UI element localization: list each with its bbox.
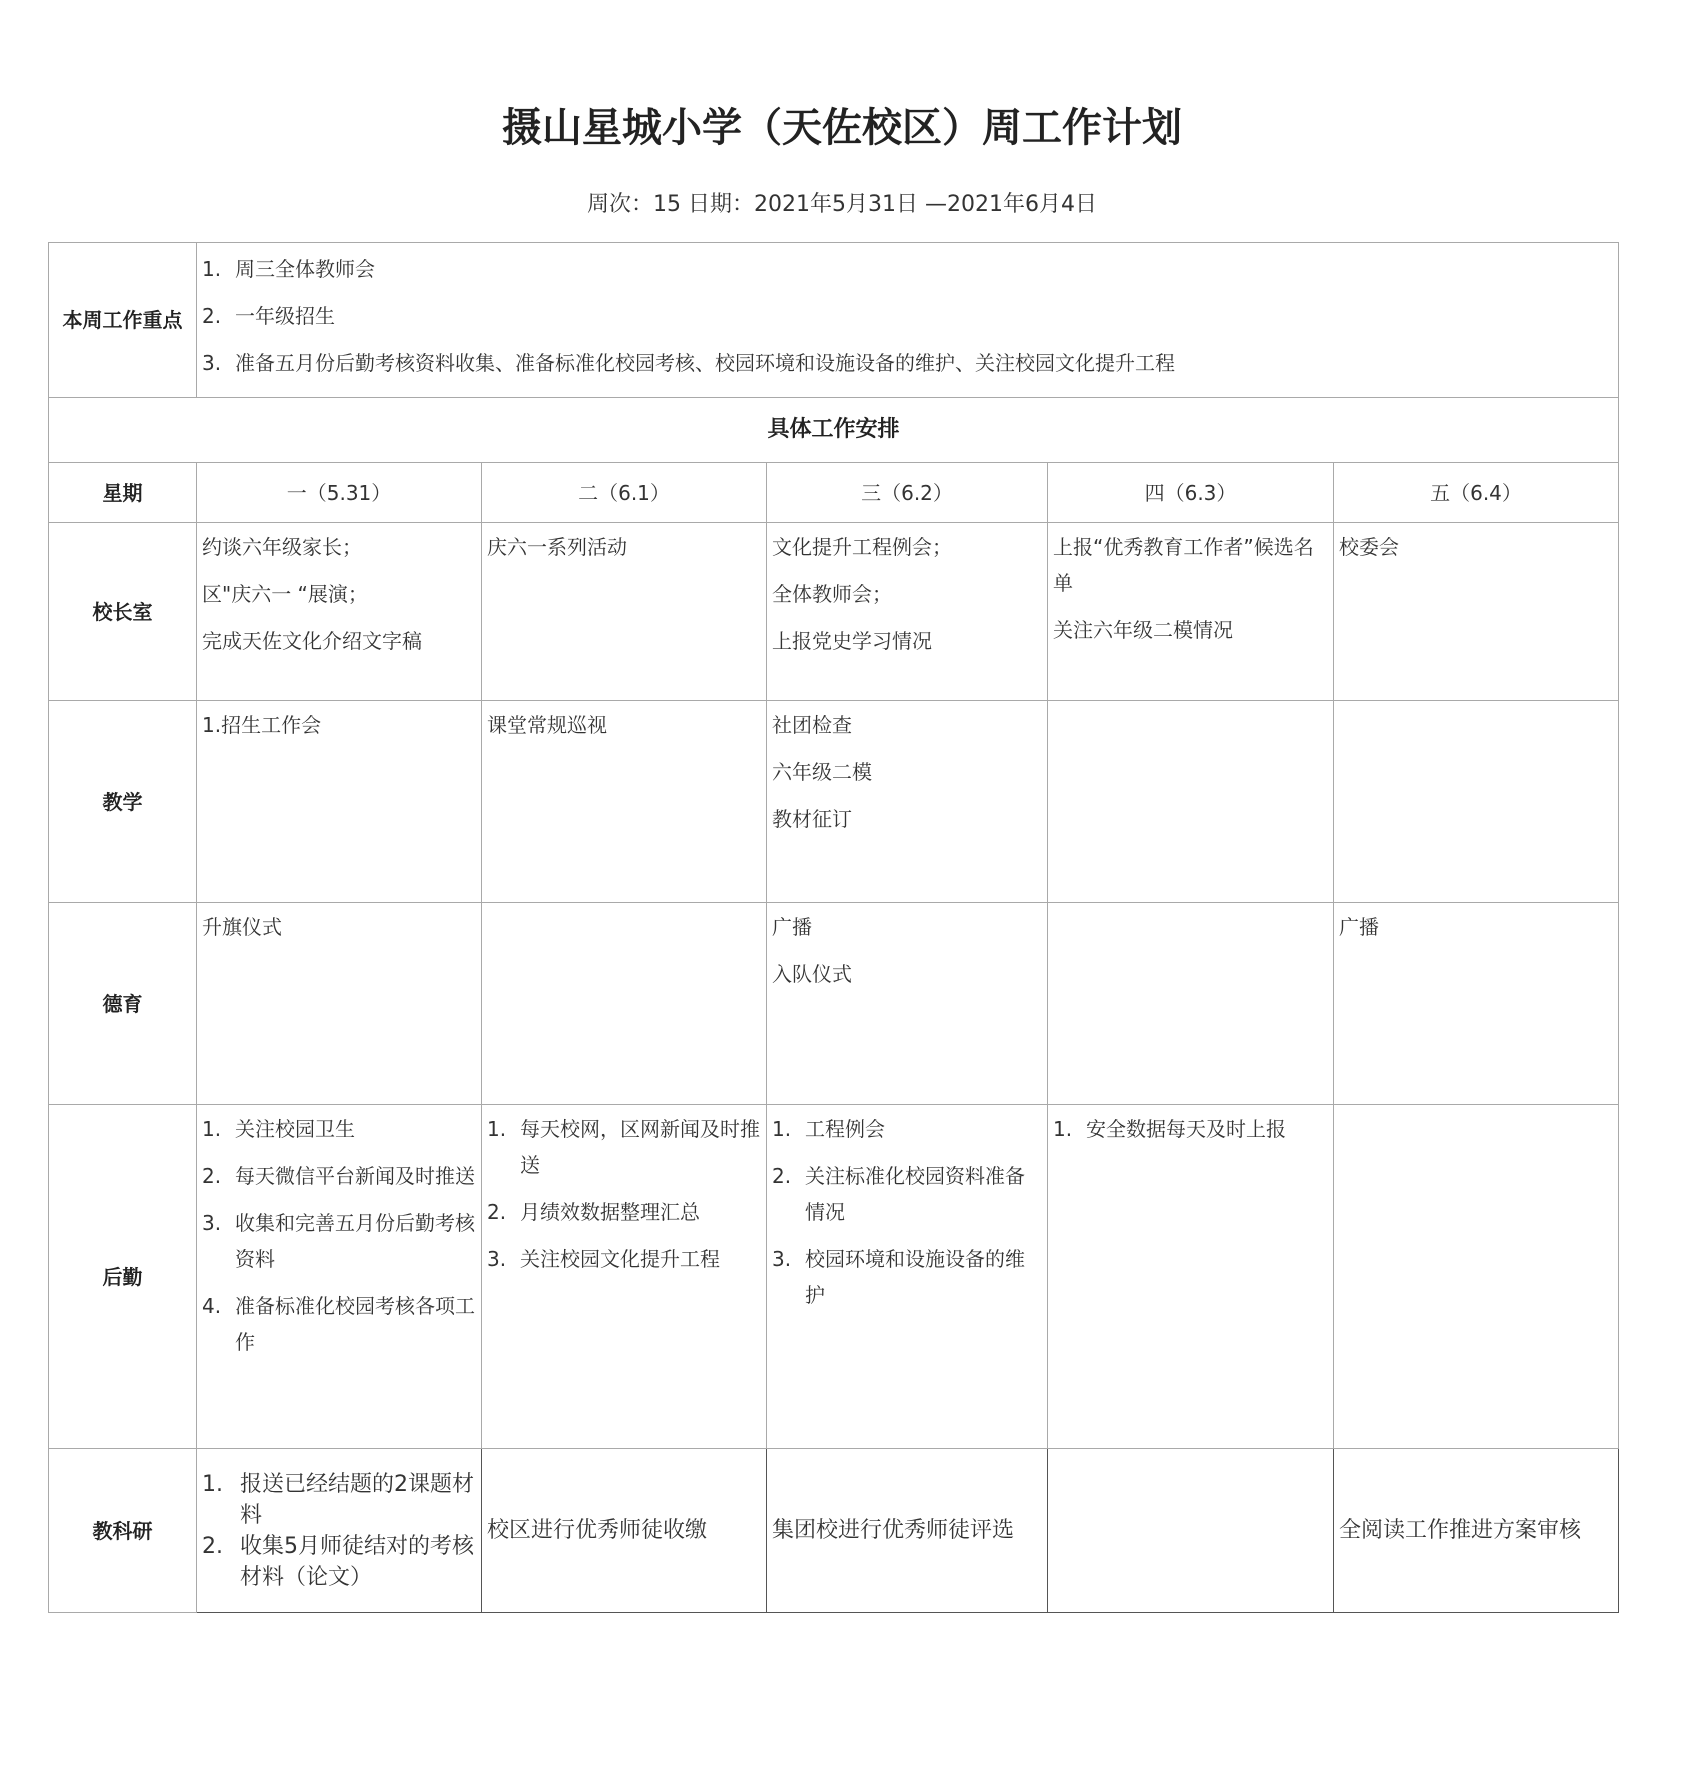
list-item: 1. 周三全体教师会 xyxy=(202,257,375,281)
list-item: 庆六一系列活动 xyxy=(487,535,627,559)
list-item: 3. 校园环境和设施设备的维护 xyxy=(772,1247,1025,1307)
teaching-wed xyxy=(767,701,1048,903)
logistics-tue xyxy=(482,1105,767,1449)
day-header-tue: 二（6.1） xyxy=(482,463,767,523)
list-item: 文化提升工程例会； xyxy=(772,535,952,559)
moral-row xyxy=(49,903,1619,1105)
list-item: 广播 xyxy=(1339,915,1379,939)
list-item: 上报“优秀教育工作者”候选名单 xyxy=(1053,535,1314,595)
list-item: 1. 每天校网，区网新闻及时推送 xyxy=(487,1117,760,1177)
logistics-wed xyxy=(767,1105,1048,1449)
list-item: 1. 工程例会 xyxy=(772,1117,885,1141)
list-item: 1.招生工作会 xyxy=(202,713,322,737)
list-item: 3. 准备五月份后勤考核资料收集、准备标准化校园考核、校园环境和设施设备的维护、关注校园文化提升工程 xyxy=(202,351,1175,375)
logistics-thu xyxy=(1048,1105,1334,1449)
week-date-subtitle: 周次：15 日期：2021年5月31日 —2021年6月4日 xyxy=(587,192,1097,217)
teaching-tue xyxy=(482,701,767,903)
principal-thu xyxy=(1048,523,1334,701)
day-header-thu: 四（6.3） xyxy=(1048,463,1334,523)
moral-wed xyxy=(767,903,1048,1105)
teaching-row xyxy=(49,701,1619,903)
list-item: 校委会 xyxy=(1339,535,1399,559)
principal-fri xyxy=(1334,523,1619,701)
day-header-mon: 一（5.31） xyxy=(197,463,482,523)
list-item: 广播 xyxy=(772,915,812,939)
list-item: 3. 关注校园文化提升工程 xyxy=(487,1247,720,1271)
list-item: 4. 准备标准化校园考核各项工作 xyxy=(202,1294,475,1354)
logistics-label: 后勤 xyxy=(49,1105,197,1449)
list-item: 区"庆六一 “展演； xyxy=(202,582,368,606)
day-header-wed: 三（6.2） xyxy=(767,463,1048,523)
logistics-row xyxy=(49,1105,1619,1449)
principal-mon xyxy=(197,523,482,701)
section-row xyxy=(49,398,1619,463)
principal-tue xyxy=(482,523,767,701)
moral-fri xyxy=(1334,903,1619,1105)
moral-label: 德育 xyxy=(49,903,197,1105)
moral-mon xyxy=(197,903,482,1105)
section-title: 具体工作安排 xyxy=(49,398,1619,463)
list-item: 全体教师会； xyxy=(772,582,892,606)
weekly-plan-table xyxy=(48,242,1619,1613)
logistics-mon xyxy=(197,1105,482,1449)
list-item: 约谈六年级家长； xyxy=(202,535,362,559)
list-item: 完成天佐文化介绍文字稿 xyxy=(202,629,422,653)
research-mon xyxy=(197,1449,482,1613)
focus-list xyxy=(197,243,1619,398)
focus-label: 本周工作重点 xyxy=(49,243,197,398)
list-item: 2. 收集5月师徒结对的考核材料（论文） xyxy=(202,1533,474,1590)
teaching-thu xyxy=(1048,701,1334,903)
day-header-fri: 五（6.4） xyxy=(1334,463,1619,523)
list-item: 1. 关注校园卫生 xyxy=(202,1117,355,1141)
research-fri: 全阅读工作推进方案审核 xyxy=(1334,1449,1619,1613)
focus-row xyxy=(49,243,1619,398)
list-item: 1. 报送已经结题的2课题材料 xyxy=(202,1471,474,1528)
weekday-header-row xyxy=(49,463,1619,523)
list-item: 上报党史学习情况 xyxy=(772,629,932,653)
moral-tue xyxy=(482,903,767,1105)
teaching-fri xyxy=(1334,701,1619,903)
moral-thu xyxy=(1048,903,1334,1105)
list-item: 2. 每天微信平台新闻及时推送 xyxy=(202,1164,475,1188)
principal-label: 校长室 xyxy=(49,523,197,701)
page-title: 摄山星城小学（天佐校区）周工作计划 xyxy=(502,105,1182,151)
teaching-label: 教学 xyxy=(49,701,197,903)
list-item: 六年级二模 xyxy=(772,760,872,784)
list-item: 课堂常规巡视 xyxy=(487,713,607,737)
principal-wed xyxy=(767,523,1048,701)
research-thu xyxy=(1048,1449,1334,1613)
teaching-mon xyxy=(197,701,482,903)
list-item: 2. 一年级招生 xyxy=(202,304,335,328)
list-item: 关注六年级二模情况 xyxy=(1053,618,1233,642)
research-row xyxy=(49,1449,1619,1613)
list-item: 入队仪式 xyxy=(772,962,852,986)
research-label: 教科研 xyxy=(49,1449,197,1613)
principal-row xyxy=(49,523,1619,701)
research-tue: 校区进行优秀师徒收缴 xyxy=(482,1449,767,1613)
logistics-fri xyxy=(1334,1105,1619,1449)
weekday-label: 星期 xyxy=(49,463,197,523)
research-wed: 集团校进行优秀师徒评选 xyxy=(767,1449,1048,1613)
list-item: 2. 关注标准化校园资料准备情况 xyxy=(772,1164,1025,1224)
list-item: 3. 收集和完善五月份后勤考核资料 xyxy=(202,1211,475,1271)
list-item: 社团检查 xyxy=(772,713,852,737)
list-item: 2. 月绩效数据整理汇总 xyxy=(487,1200,700,1224)
list-item: 升旗仪式 xyxy=(202,915,282,939)
list-item: 1. 安全数据每天及时上报 xyxy=(1053,1117,1286,1141)
list-item: 教材征订 xyxy=(772,807,852,831)
